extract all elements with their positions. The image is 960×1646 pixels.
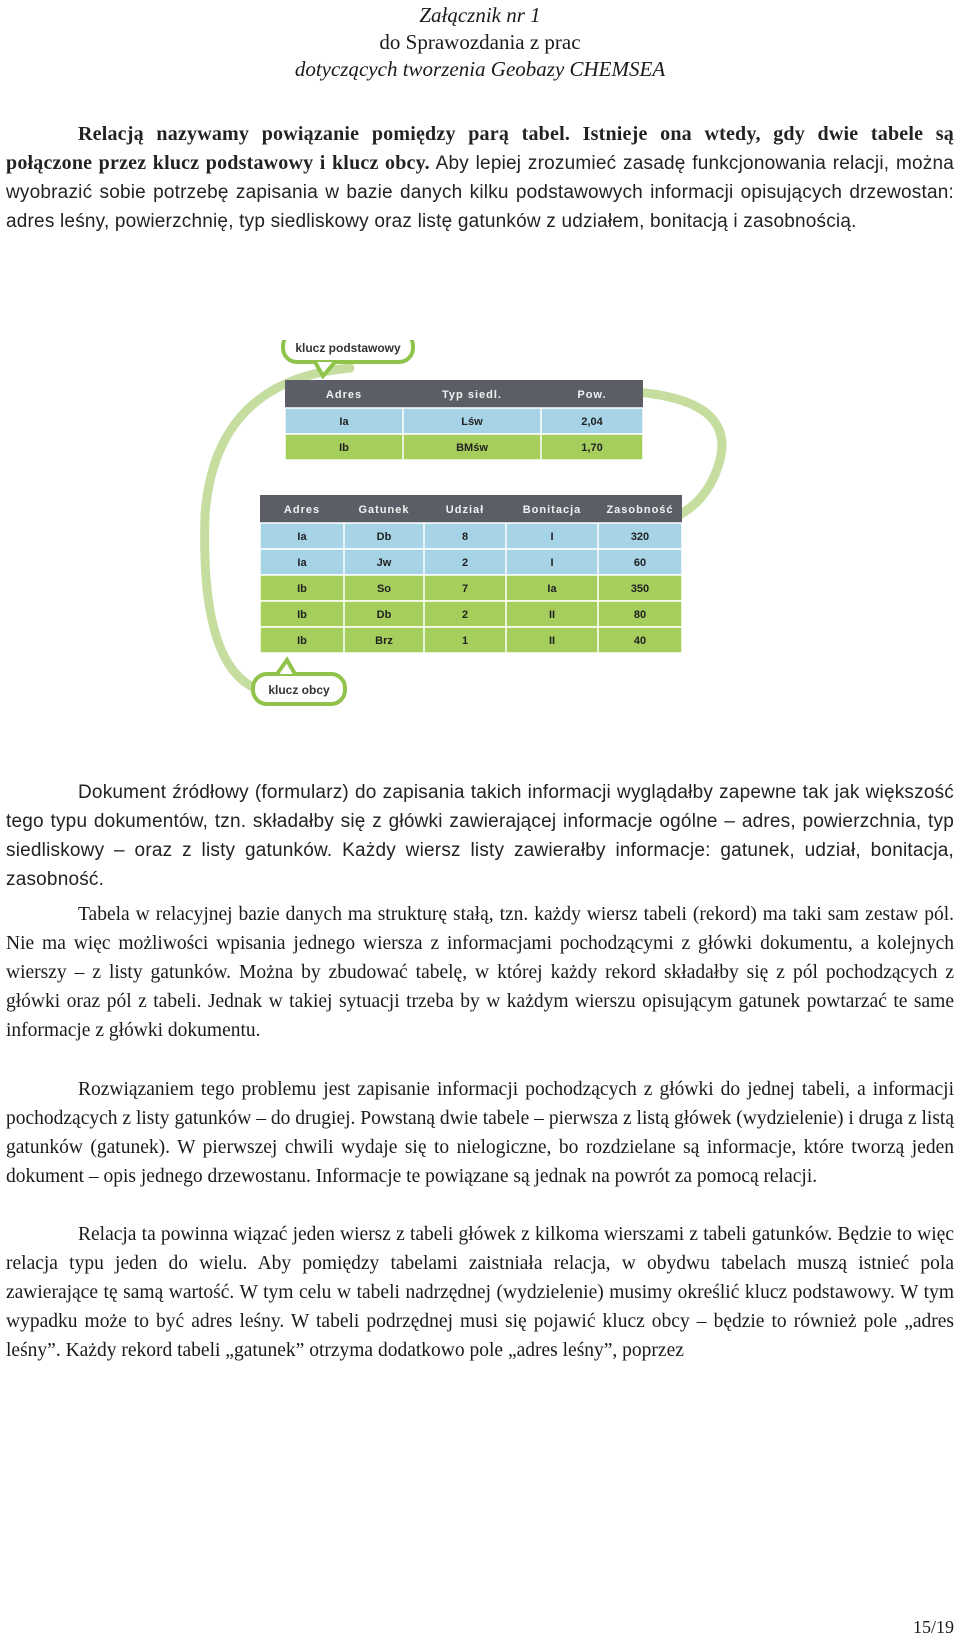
primary-key-label: klucz podstawowy xyxy=(295,341,401,355)
bottom-table-cell: Ib xyxy=(297,609,307,621)
bottom-table-cell: 1 xyxy=(461,635,469,647)
bottom-table-cell: 350 xyxy=(630,583,650,595)
bottom-table-cell: I xyxy=(550,531,554,543)
bottom-table-cell: II xyxy=(548,635,556,647)
paragraph-1: Dokument źródłowy (formularz) do zapisania takich informacji wyglądałby zapewne tak jak większość tego typu dokumentów, tzn. składałby się z główki zawierającej informacje ogólne – adres, powierzchnia, typ siedliskowy – oraz z listy gatunków. Każdy wiersz listy zawierałby informacje: gatunek, udział, bonitacja, zasobność. xyxy=(6,782,954,890)
bottom-table-header-cell: Adres xyxy=(283,504,321,516)
bottom-table-cell: Ia xyxy=(297,557,307,569)
top-table-cell: 1,70 xyxy=(581,442,603,454)
annex-title: Załącznik nr 1 xyxy=(419,3,541,27)
bottom-table-cell: 40 xyxy=(633,635,647,647)
top-table-header-cell: Pow. xyxy=(577,389,607,401)
bottom-table-cell: 8 xyxy=(461,531,469,543)
bottom-table-cell: II xyxy=(548,609,556,621)
bottom-table-cell: I xyxy=(550,557,554,569)
top-table-cell: 2,04 xyxy=(581,416,603,428)
bottom-table-row xyxy=(260,523,682,549)
document-header xyxy=(0,2,960,83)
bottom-table-header-cell: Udział xyxy=(445,504,485,516)
bottom-table-header-cell: Gatunek xyxy=(358,504,410,516)
bottom-table-row xyxy=(260,601,682,627)
top-table xyxy=(285,380,643,460)
bottom-table-cell: Db xyxy=(376,531,392,543)
foreign-key-label: klucz obcy xyxy=(268,683,330,697)
bottom-table-cell: So xyxy=(376,583,392,595)
bottom-table-cell: Ib xyxy=(297,583,307,595)
paragraph-3: Rozwiązaniem tego problemu jest zapisanie informacji pochodzących z główki do jednej tabeli, a informacji pochodzących z listy gatunków – do drugiej. Powstaną dwie tabele – pierwsza z listą główek (wydzielenie) i druga z listą gatunków (gatunek). W pierwszej chwili wydaje się to nielogiczne, bo rozdzielane są informacje, które tworzą jeden dokument – opis jednego drzewostanu. Informacje te powiązane są jednak na powrót za pomocą relacji. xyxy=(6,1079,954,1187)
top-table-header-cell: Typ siedl. xyxy=(442,389,502,401)
bottom-table-cell: Ia xyxy=(547,583,557,595)
bottom-table-cell: 80 xyxy=(633,609,647,621)
bottom-table-row xyxy=(260,575,682,601)
bottom-table-cell: Ia xyxy=(297,531,307,543)
bottom-table-row xyxy=(260,627,682,653)
bottom-table-cell: Brz xyxy=(375,635,393,647)
intro-definition: Relacją nazywamy powiązanie pomiędzy parą tabel. Istnieje ona wtedy, gdy dwie tabele są połączone przez klucz podstawowy i klucz obcy. xyxy=(6,123,954,174)
bottom-table-cell: 60 xyxy=(633,557,647,569)
foreign-key-callout xyxy=(253,660,345,704)
top-table-cell: Ib xyxy=(339,442,349,454)
paragraph-2: Tabela w relacyjnej bazie danych ma strukturę stałą, tzn. każdy wiersz tabeli (rekord) ma taki sam zestaw pól. Nie ma więc możliwości wpisania jednego wiersza z informacjami pochodzącymi z główki dokumentu, a kolejnych wierszy – z listy gatunków. Można by zbudować tabelę, w której każdy rekord składałby się z pól pochodzących z główki oraz pól z tabeli. Jednak w takiej sytuacji trzeba by w każdym wierszu opisującym gatunek powtarzać te same informacje z główki dokumentu. xyxy=(6,904,954,1041)
top-table-header-cell: Adres xyxy=(325,389,363,401)
bottom-table-row xyxy=(260,549,682,575)
annex-subtitle: do Sprawozdania z prac xyxy=(379,30,581,54)
annex-project: dotyczących tworzenia Geobazy CHEMSEA xyxy=(294,57,666,81)
bottom-table-cell: 7 xyxy=(461,583,469,595)
bottom-table-header-cell: Bonitacja xyxy=(522,504,582,516)
relation-diagram xyxy=(195,340,765,740)
top-table-cell: BMśw xyxy=(456,442,488,454)
top-table-cell: Lśw xyxy=(461,416,483,428)
bottom-table-cell: 2 xyxy=(461,609,469,621)
intro-paragraph xyxy=(6,120,954,236)
paragraph-4: Relacja ta powinna wiązać jeden wiersz z tabeli główek z kilkoma wierszami z tabeli gatunków. Będzie to więc relacja typu jeden do wielu. Aby pomiędzy tabelami zaistniała relacja, w obydwu tabelach muszą istnieć pola zawierające tę samą wartość. W tym celu w tabeli nadrzędnej (wydzielenie) musimy określić klucz podstawowy. W tym wypadku może to być adres leśny. W tabeli podrzędnej musi się pojawić klucz obcy – będzie to również pole „adres leśny”. Każdy rekord tabeli „gatunek” otrzyma dodatkowo pole „adres leśny”, poprzez xyxy=(6,1224,954,1361)
bottom-table-header-cell: Zasobność xyxy=(606,504,674,516)
page-number: 15/19 xyxy=(912,1617,954,1637)
bottom-table-cell: 320 xyxy=(630,531,650,543)
bottom-table-cell: 2 xyxy=(461,557,469,569)
bottom-table-cell: Db xyxy=(376,609,392,621)
intro-text: Aby lepiej zrozumieć zasadę funkcjonowania relacji, można wyobrazić sobie potrzebę zapisania w bazie danych kilku podstawowych informacji opisujących drzewostan: adres leśny, powierzchnię, typ siedliskowy oraz listę gatunków z udziałem, bonitacją i zasobnością. xyxy=(6,153,954,232)
top-table-cell: Ia xyxy=(339,416,349,428)
bottom-table-cell: Jw xyxy=(376,557,392,569)
bottom-table xyxy=(260,495,682,653)
bottom-table-cell: Ib xyxy=(297,635,307,647)
